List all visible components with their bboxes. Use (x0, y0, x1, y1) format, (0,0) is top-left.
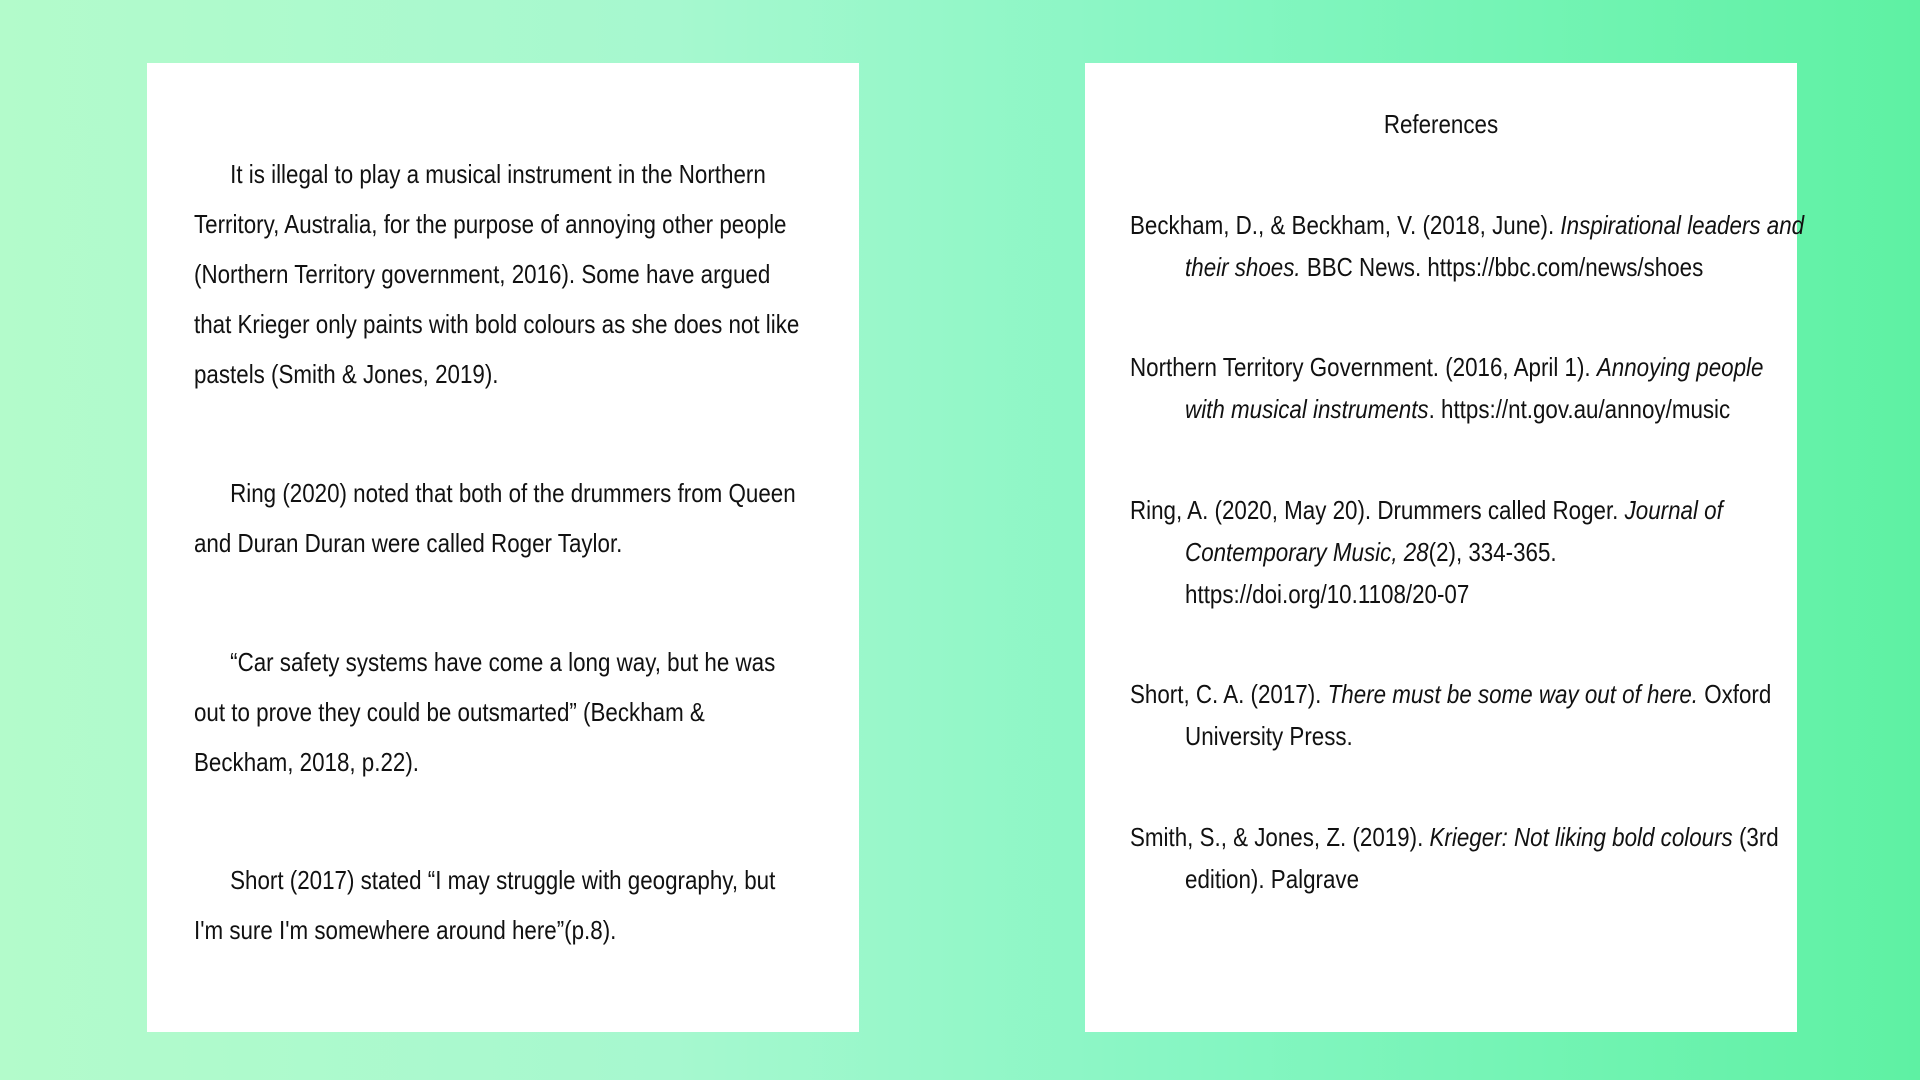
reference-line: Northern Territory Government. (2016, April 1). Annoying people (1130, 352, 1764, 382)
reference-line: Ring, A. (2020, May 20). Drummers called Roger. Journal of (1130, 495, 1723, 525)
paragraph-line: I'm sure I'm somewhere around here”(p.8). (194, 915, 617, 945)
reference-line: Beckham, D., & Beckham, V. (2018, June). Inspirational leaders and (1130, 210, 1805, 240)
paragraph-line: out to prove they could be outsmarted” (Beckham & (194, 697, 705, 727)
references-heading: References (1383, 109, 1499, 139)
paragraph-illegal-instruments (194, 149, 799, 399)
reference-line: with musical instruments. https://nt.gov.au/annoy/music (1185, 394, 1731, 424)
reference-short (1130, 673, 1771, 757)
paragraph-line: It is illegal to play a musical instrument in the Northern (230, 159, 766, 189)
paragraph-line: Territory, Australia, for the purpose of annoying other people (194, 209, 787, 239)
reference-line: Smith, S., & Jones, Z. (2019). Krieger: Not liking bold colours (3rd (1130, 822, 1779, 852)
reference-line: edition). Palgrave (1185, 864, 1360, 894)
reference-ring (1130, 489, 1723, 615)
reference-line: their shoes. BBC News. https://bbc.com/news/shoes (1185, 252, 1704, 282)
reference-smith-jones (1130, 816, 1779, 900)
paragraph-line: (Northern Territory government, 2016). Some have argued (194, 259, 771, 289)
paragraph-line: “Car safety systems have come a long way, but he was (230, 647, 776, 677)
paragraph-short-geography-quote (194, 855, 775, 955)
reference-northern-territory (1130, 346, 1763, 430)
paragraph-car-safety-quote (194, 637, 775, 787)
reference-line: Short, C. A. (2017). There must be some way out of here. Oxford (1130, 679, 1772, 709)
paragraph-line: Beckham, 2018, p.22). (194, 747, 419, 777)
reference-line: University Press. (1185, 721, 1353, 751)
paragraph-line: that Krieger only paints with bold colours as she does not like (194, 309, 800, 339)
references-page (1085, 63, 1805, 1032)
paragraph-line: pastels (Smith & Jones, 2019). (194, 359, 499, 389)
paragraph-line: Short (2017) stated “I may struggle with geography, but (230, 865, 776, 895)
reference-line: https://doi.org/10.1108/20-07 (1185, 579, 1470, 609)
essay-page (147, 63, 859, 1032)
paragraph-ring-drummers (194, 468, 796, 568)
paragraph-line: and Duran Duran were called Roger Taylor. (194, 528, 623, 558)
paragraph-line: Ring (2020) noted that both of the drummers from Queen (230, 478, 796, 508)
reference-beckham (1130, 204, 1804, 288)
reference-line: Contemporary Music, 28(2), 334-365. (1185, 537, 1557, 567)
